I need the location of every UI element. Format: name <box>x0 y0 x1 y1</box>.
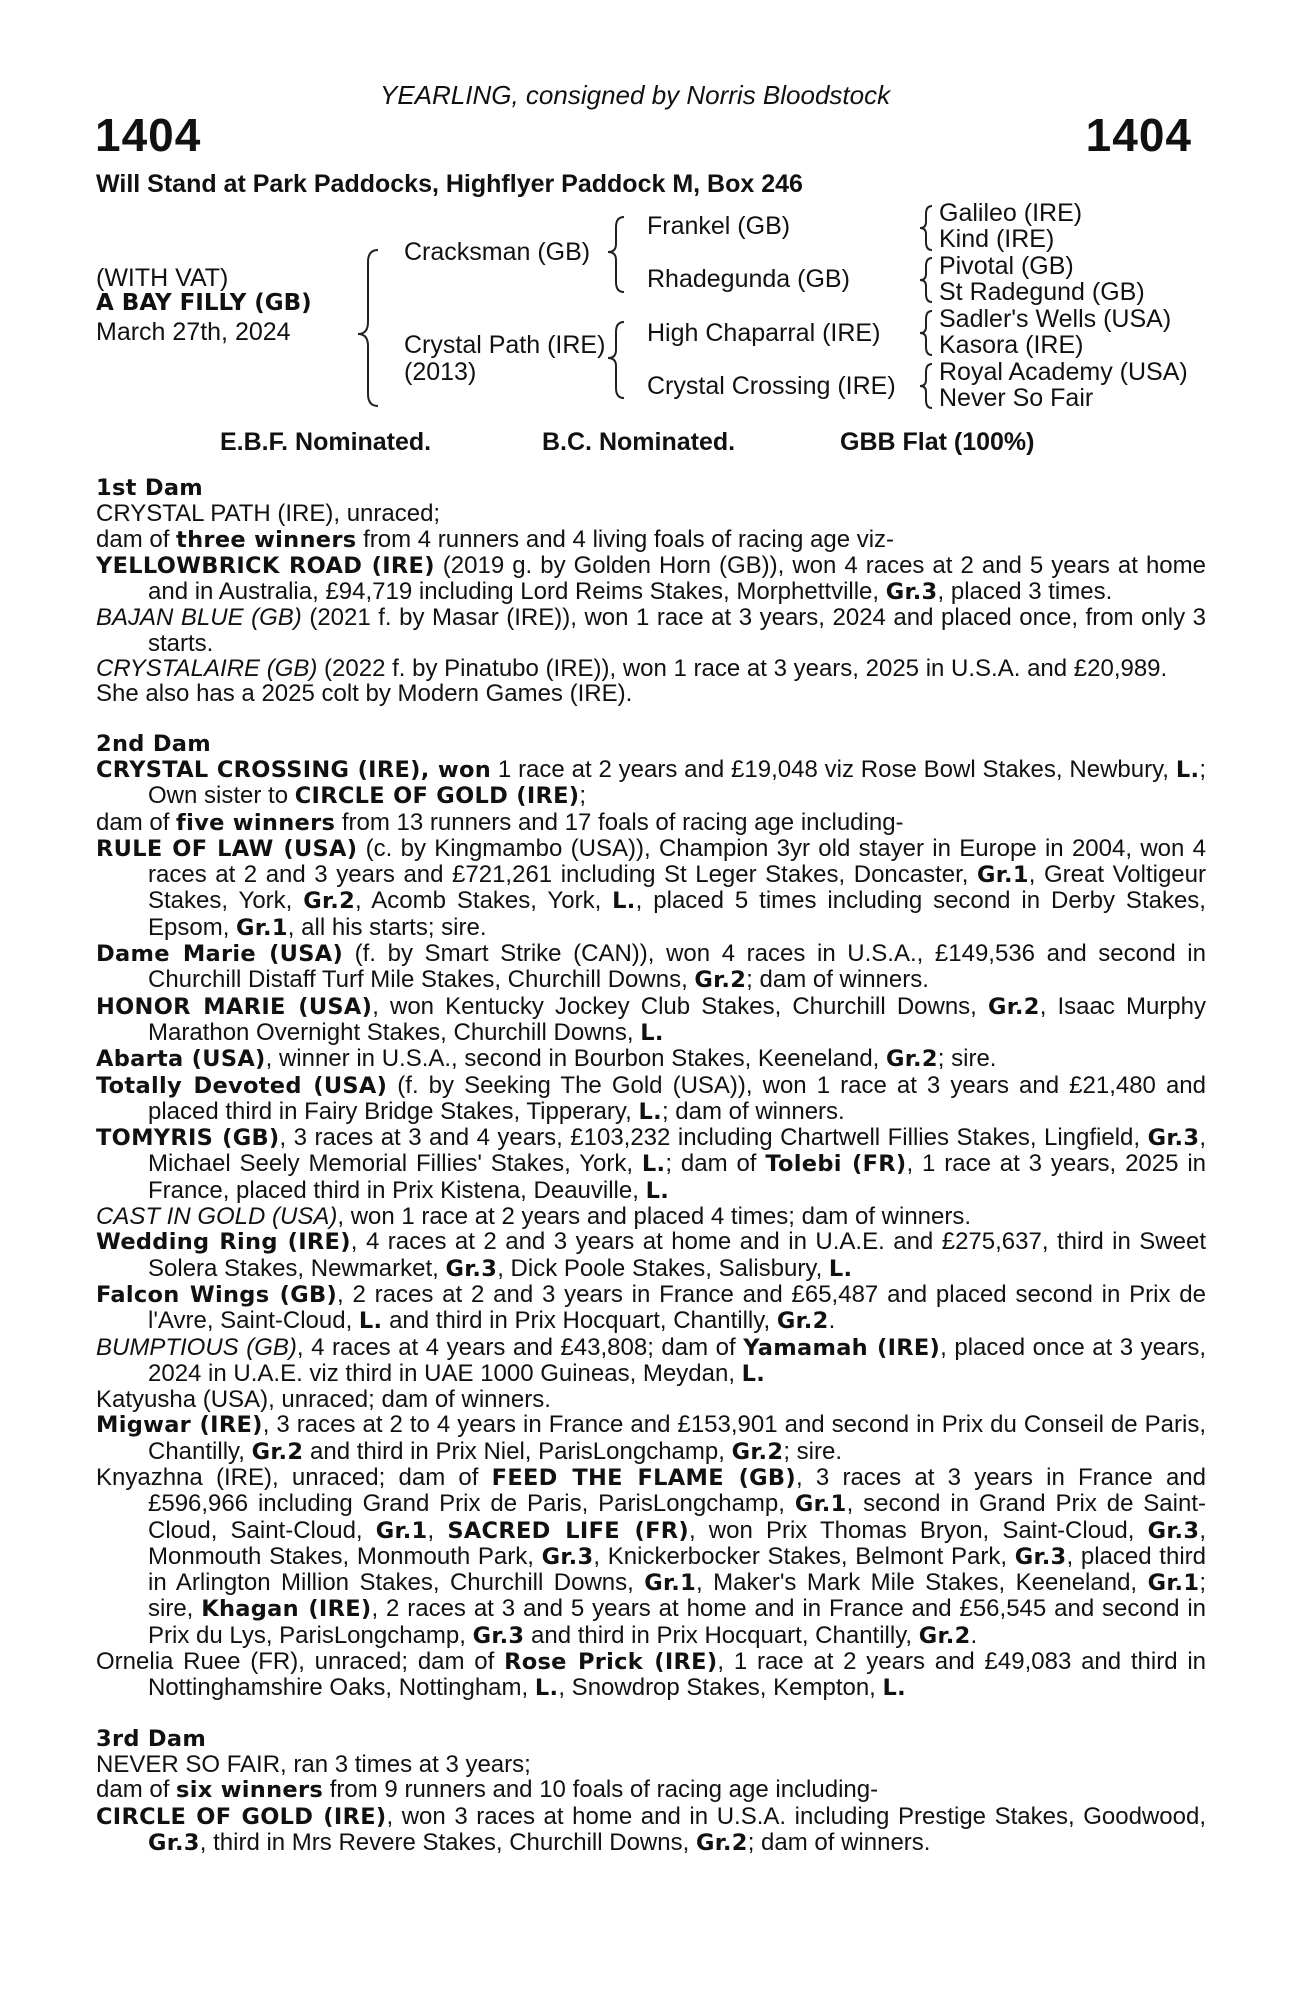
horse-name: A BAY FILLY (GB) <box>96 290 312 316</box>
progeny-ornelia-ruee: Ornelia Ruee (FR), unraced; dam of Rose Prick (IRE), 1 race at 2 years and £49,083 and third in Nottinghamshire Oaks, Nottingham, L., Snowdrop Stakes, Kempton, L. <box>96 1648 1207 1702</box>
vat-note: (WITH VAT) <box>96 264 229 292</box>
progeny-migwar: Migwar (IRE), 3 races at 2 to 4 years in France and £153,901 and second in Prix du Conseil de Paris, Chantilly, Gr.2 and third in Prix Niel, ParisLongchamp, Gr.2; sire. <box>96 1411 1206 1465</box>
brace-gen3-4 <box>920 364 932 408</box>
progeny-totally-devoted: Totally Devoted (USA) (f. by Seeking The Gold (USA)), won 1 race at 3 years and £21,480 and placed third in Fairy Bridge Stakes, Tipperary, L.; dam of winners. <box>96 1071 1206 1125</box>
progeny-katyusha: Katyusha (USA), unraced; dam of winners. <box>96 1386 551 1414</box>
second-dam-line2: dam of five winners from 13 runners and 17 foals of racing age including- <box>96 808 904 836</box>
pedigree-dam-sire: High Chaparral (IRE) <box>647 319 881 347</box>
progeny-wedding-ring: Wedding Ring (IRE), 4 races at 2 and 3 years at home and in U.A.E. and £275,637, third in Sweet Solera Stakes, Newmarket, Gr.3, Dick Poole Stakes, Salisbury, L. <box>96 1228 1206 1282</box>
second-dam-heading: 2nd Dam <box>96 730 212 757</box>
pedigree-sire-sire: Frankel (GB) <box>647 212 791 240</box>
horse-dob: March 27th, 2024 <box>96 318 291 346</box>
pedigree-sire: Cracksman (GB) <box>404 238 591 266</box>
progeny-falcon-wings: Falcon Wings (GB), 2 races at 2 and 3 years in France and £65,487 and placed second in Prix de l'Avre, Saint-Cloud, L. and third in Prix Hocquart, Chantilly, Gr.2. <box>96 1280 1206 1335</box>
pedigree-sire-dam: Rhadegunda (GB) <box>647 265 850 293</box>
consignment: YEARLING, consigned by Norris Bloodstock <box>380 80 891 110</box>
first-dam-also: She also has a 2025 colt by Modern Games (IRE). <box>96 680 633 708</box>
gbb-flat: GBB Flat (100%) <box>840 428 1035 456</box>
brace-gen2-dam <box>608 322 624 398</box>
progeny-knyazhna: Knyazhna (IRE), unraced; dam of FEED THE FLAME (GB), 3 races at 3 years in France and £596,966 including Grand Prix de Paris, ParisLongchamp, Gr.1, second in Grand Prix de Saint-Cloud, Saint-Cloud, Gr.1, SACRED LIFE (FR), won Prix Thomas Bryon, Saint-Cloud, Gr.3, Monmouth Stakes, Monmouth Park, Gr.3, Knickerbocker Stakes, Belmont Park, Gr.3, placed third in Arlington Million Stakes, Churchill Downs, Gr.1, Maker's Mark Mile Stakes, Keeneland, Gr.1; sire, Khagan (IRE), 2 races at 3 and 5 years at home and in France and £56,545 and second in Prix du Lys, ParisLongchamp, Gr.3 and third in Prix Hocquart, Chantilly, Gr.2. <box>96 1463 1207 1649</box>
brace-gen3-2 <box>920 258 932 302</box>
brace-gen1 <box>358 250 378 406</box>
second-dam-line1: CRYSTAL CROSSING (IRE), won 1 race at 2 years and £19,048 viz Rose Bowl Stakes, Newbury, L.; Own sister to CIRCLE OF GOLD (IRE); <box>96 755 1206 810</box>
first-dam-line1: CRYSTAL PATH (IRE), unraced; <box>96 500 441 528</box>
third-dam-line2: dam of six winners from 9 runners and 10 foals of racing age including- <box>96 1776 879 1804</box>
first-dam-heading: 1st Dam <box>96 475 204 501</box>
progeny-yellowbrick-road: YELLOWBRICK ROAD (IRE) (2019 g. by Golden Horn (GB)), won 4 races at 2 and 5 years at home and in Australia, £94,719 including Lord Reims Stakes, Morphettville, Gr.3, placed 3 times. <box>96 551 1206 606</box>
progeny-honor-marie: HONOR MARIE (USA), won Kentucky Jockey Club Stakes, Churchill Downs, Gr.2, Isaac Murphy Marathon Overnight Stakes, Churchill Downs, L. <box>96 992 1206 1046</box>
brace-gen2-sire <box>608 217 624 292</box>
pedigree-ssd: Kind (IRE) <box>939 225 1055 253</box>
first-dam-line2: dam of three winners from 4 runners and 4 living foals of racing age viz- <box>96 525 895 553</box>
pedigree-dam: Crystal Path (IRE) <box>404 331 606 359</box>
progeny-tomyris: TOMYRIS (GB), 3 races at 3 and 4 years, £103,232 including Chartwell Fillies Stakes, Lingfield, Gr.3, Michael Seely Memorial Fillies' Stakes, York, L.; dam of Tolebi (FR), 1 race at 3 years, 2025 in France, placed third in Prix Kistena, Deauville, L. <box>96 1124 1207 1204</box>
bc-nomination: B.C. Nominated. <box>542 428 736 456</box>
pedigree-dsd: Kasora (IRE) <box>939 331 1084 359</box>
progeny-bumptious: BUMPTIOUS (GB), 4 races at 4 years and £43,808; dam of Yamamah (IRE), placed once at 3 years, 2024 in U.A.E. viz third in UAE 1000 Guineas, Meydan, L. <box>96 1333 1207 1387</box>
progeny-rule-of-law: RULE OF LAW (USA) (c. by Kingmambo (USA)), Champion 3yr old stayer in Europe in 2004, won 4 races at 2 and 3 years and £721,261 including St Leger Stakes, Doncaster, Gr.1, Great Voltigeur Stakes, York, Gr.2, Acomb Stakes, York, L., placed 5 times including second in Derby Stakes, Epsom, Gr.1, all his starts; sire. <box>96 834 1207 941</box>
stand-location: Will Stand at Park Paddocks, Highflyer Paddock M, Box 246 <box>96 170 803 198</box>
progeny-dame-marie: Dame Marie (USA) (f. by Smart Strike (CAN)), won 4 races in U.S.A., £149,536 and second in Churchill Distaff Turf Mile Stakes, Churchill Downs, Gr.2; dam of winners. <box>96 940 1206 994</box>
pedigree-dam-dam: Crystal Crossing (IRE) <box>647 372 896 400</box>
pedigree-sdd: St Radegund (GB) <box>939 278 1145 306</box>
pedigree-ddd: Never So Fair <box>939 384 1094 412</box>
ebf-nomination: E.B.F. Nominated. <box>220 428 432 456</box>
brace-gen3-3 <box>920 311 932 355</box>
pedigree-dss: Sadler's Wells (USA) <box>939 305 1172 333</box>
brace-gen3-1 <box>920 206 932 250</box>
pedigree-sss: Galileo (IRE) <box>939 199 1083 227</box>
third-dam-line1: NEVER SO FAIR, ran 3 times at 3 years; <box>96 1750 531 1778</box>
progeny-abarta: Abarta (USA), winner in U.S.A., second in Bourbon Stakes, Keeneland, Gr.2; sire. <box>96 1045 997 1073</box>
progeny-bajan-blue: BAJAN BLUE (GB) (2021 f. by Masar (IRE)), won 1 race at 3 years, 2024 and placed once, from only 3 starts. <box>96 604 1206 657</box>
lot-number-left: 1404 <box>95 109 202 161</box>
progeny-circle-of-gold: CIRCLE OF GOLD (IRE), won 3 races at home and in U.S.A. including Prestige Stakes, Goodwood, Gr.3, third in Mrs Revere Stakes, Churchill Downs, Gr.2; dam of winners. <box>96 1802 1206 1856</box>
lot-number-right: 1404 <box>1085 109 1192 161</box>
third-dam-heading: 3rd Dam <box>96 1725 207 1752</box>
progeny-cast-in-gold: CAST IN GOLD (USA), won 1 race at 2 years and placed 4 times; dam of winners. <box>96 1203 972 1231</box>
catalogue-body <box>96 476 1206 1856</box>
pedigree-sds: Pivotal (GB) <box>939 252 1074 280</box>
pedigree-dam-year: (2013) <box>404 358 477 386</box>
progeny-crystalaire: CRYSTALAIRE (GB) (2022 f. by Pinatubo (IRE)), won 1 race at 3 years, 2025 in U.S.A. and £20,989. <box>96 655 1168 683</box>
pedigree-dds: Royal Academy (USA) <box>939 358 1188 386</box>
